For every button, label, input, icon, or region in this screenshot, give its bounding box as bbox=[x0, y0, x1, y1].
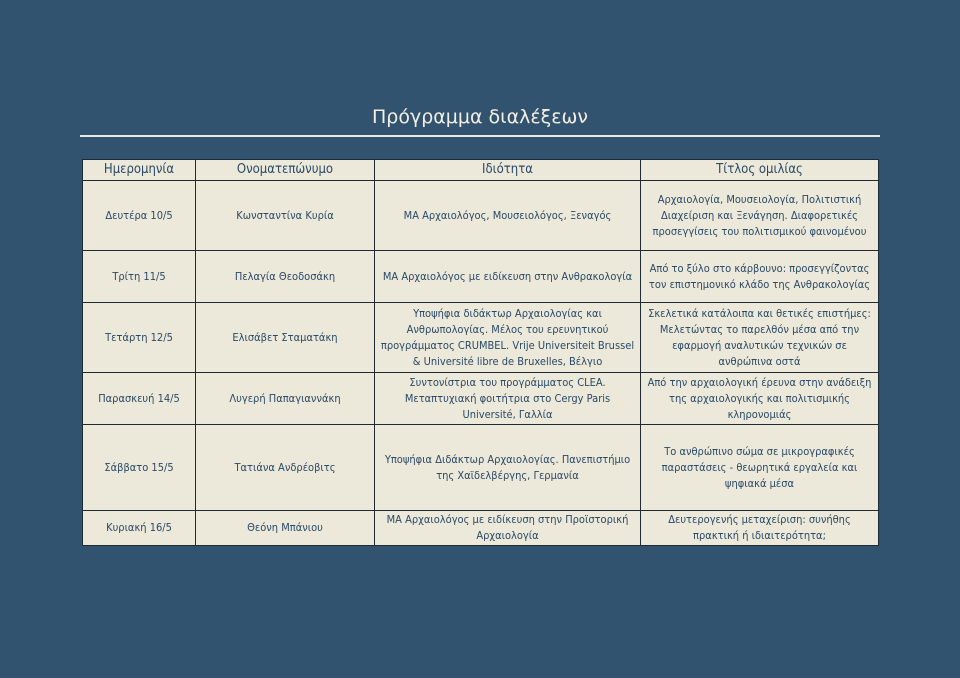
cell-role: Υποψήφια διδάκτωρ Αρχαιολογίας και Ανθρωπολογίας. Μέλος του ερευνητικού προγράμματος CRUMBEL. Vrije Universiteit Brussel & Université libre de Bruxelles, Βέλγιο bbox=[375, 303, 641, 373]
cell-date: Δευτέρα 10/5 bbox=[83, 181, 196, 251]
cell-talk-title: Αρχαιολογία, Μουσειολογία, Πολιτιστική Διαχείριση και Ξενάγηση. Διαφορετικές προσεγγίσεις του πολιτισμικού φαινομένου bbox=[641, 181, 879, 251]
table-row bbox=[83, 373, 879, 425]
page-title: Πρόγραμμα διαλέξεων bbox=[371, 106, 589, 128]
cell-role: ΜΑ Αρχαιολόγος με ειδίκευση στην Προϊστορική Αρχαιολογία bbox=[375, 511, 641, 546]
table-row bbox=[83, 425, 879, 511]
cell-role: Υποψήφια Διδάκτωρ Αρχαιολογίας. Πανεπιστήμιο της Χαϊδελβέργης, Γερμανία bbox=[375, 425, 641, 511]
cell-date: Σάββατο 15/5 bbox=[83, 425, 196, 511]
cell-date: Κυριακή 16/5 bbox=[83, 511, 196, 546]
cell-name: Λυγερή Παπαγιαννάκη bbox=[196, 373, 375, 425]
cell-talk-title: Από την αρχαιολογική έρευνα στην ανάδειξη της αρχαιολογικής και πολιτισμικής κληρονομιάς bbox=[641, 373, 879, 425]
cell-name: Κωνσταντίνα Κυρία bbox=[196, 181, 375, 251]
cell-talk-title: Από το ξύλο στο κάρβουνο: προσεγγίζοντας τον επιστημονικό κλάδο της Ανθρακολογίας bbox=[641, 251, 879, 303]
header-talk-title: Τίτλος ομιλίας bbox=[641, 160, 879, 181]
lecture-schedule-table bbox=[82, 159, 879, 546]
cell-role: ΜΑ Αρχαιολόγος με ειδίκευση στην Ανθρακολογία bbox=[375, 251, 641, 303]
cell-talk-title: Το ανθρώπινο σώμα σε μικρογραφικές παραστάσεις - θεωρητικά εργαλεία και ψηφιακά μέσα bbox=[641, 425, 879, 511]
table-header-row bbox=[83, 160, 879, 181]
cell-name: Τατιάνα Ανδρέοβιτς bbox=[196, 425, 375, 511]
cell-date: Τρίτη 11/5 bbox=[83, 251, 196, 303]
cell-talk-title: Δευτερογενής μεταχείριση: συνήθης πρακτική ή ιδιαιτερότητα; bbox=[641, 511, 879, 546]
header-date: Ημερομηνία bbox=[83, 160, 196, 181]
cell-name: Πελαγία Θεοδοσάκη bbox=[196, 251, 375, 303]
cell-role: Συντονίστρια του προγράμματος CLEA. Μεταπτυχιακή φοιτήτρια στο Cergy Paris Université, Γαλλία bbox=[375, 373, 641, 425]
cell-role: ΜΑ Αρχαιολόγος, Μουσειολόγος, Ξεναγός bbox=[375, 181, 641, 251]
header-role: Ιδιότητα bbox=[375, 160, 641, 181]
title-underline bbox=[80, 135, 880, 137]
cell-date: Τετάρτη 12/5 bbox=[83, 303, 196, 373]
cell-date: Παρασκευή 14/5 bbox=[83, 373, 196, 425]
table-row bbox=[83, 251, 879, 303]
cell-name: Ελισάβετ Σταματάκη bbox=[196, 303, 375, 373]
cell-talk-title: Σκελετικά κατάλοιπα και θετικές επιστήμες: Μελετώντας το παρελθόν μέσα από την εφαρμογή αναλυτικών τεχνικών σε ανθρώπινα οστά bbox=[641, 303, 879, 373]
table-row bbox=[83, 511, 879, 546]
header-name: Ονοματεπώνυμο bbox=[196, 160, 375, 181]
table-row bbox=[83, 181, 879, 251]
cell-name: Θεόνη Μπάνιου bbox=[196, 511, 375, 546]
table-row bbox=[83, 303, 879, 373]
